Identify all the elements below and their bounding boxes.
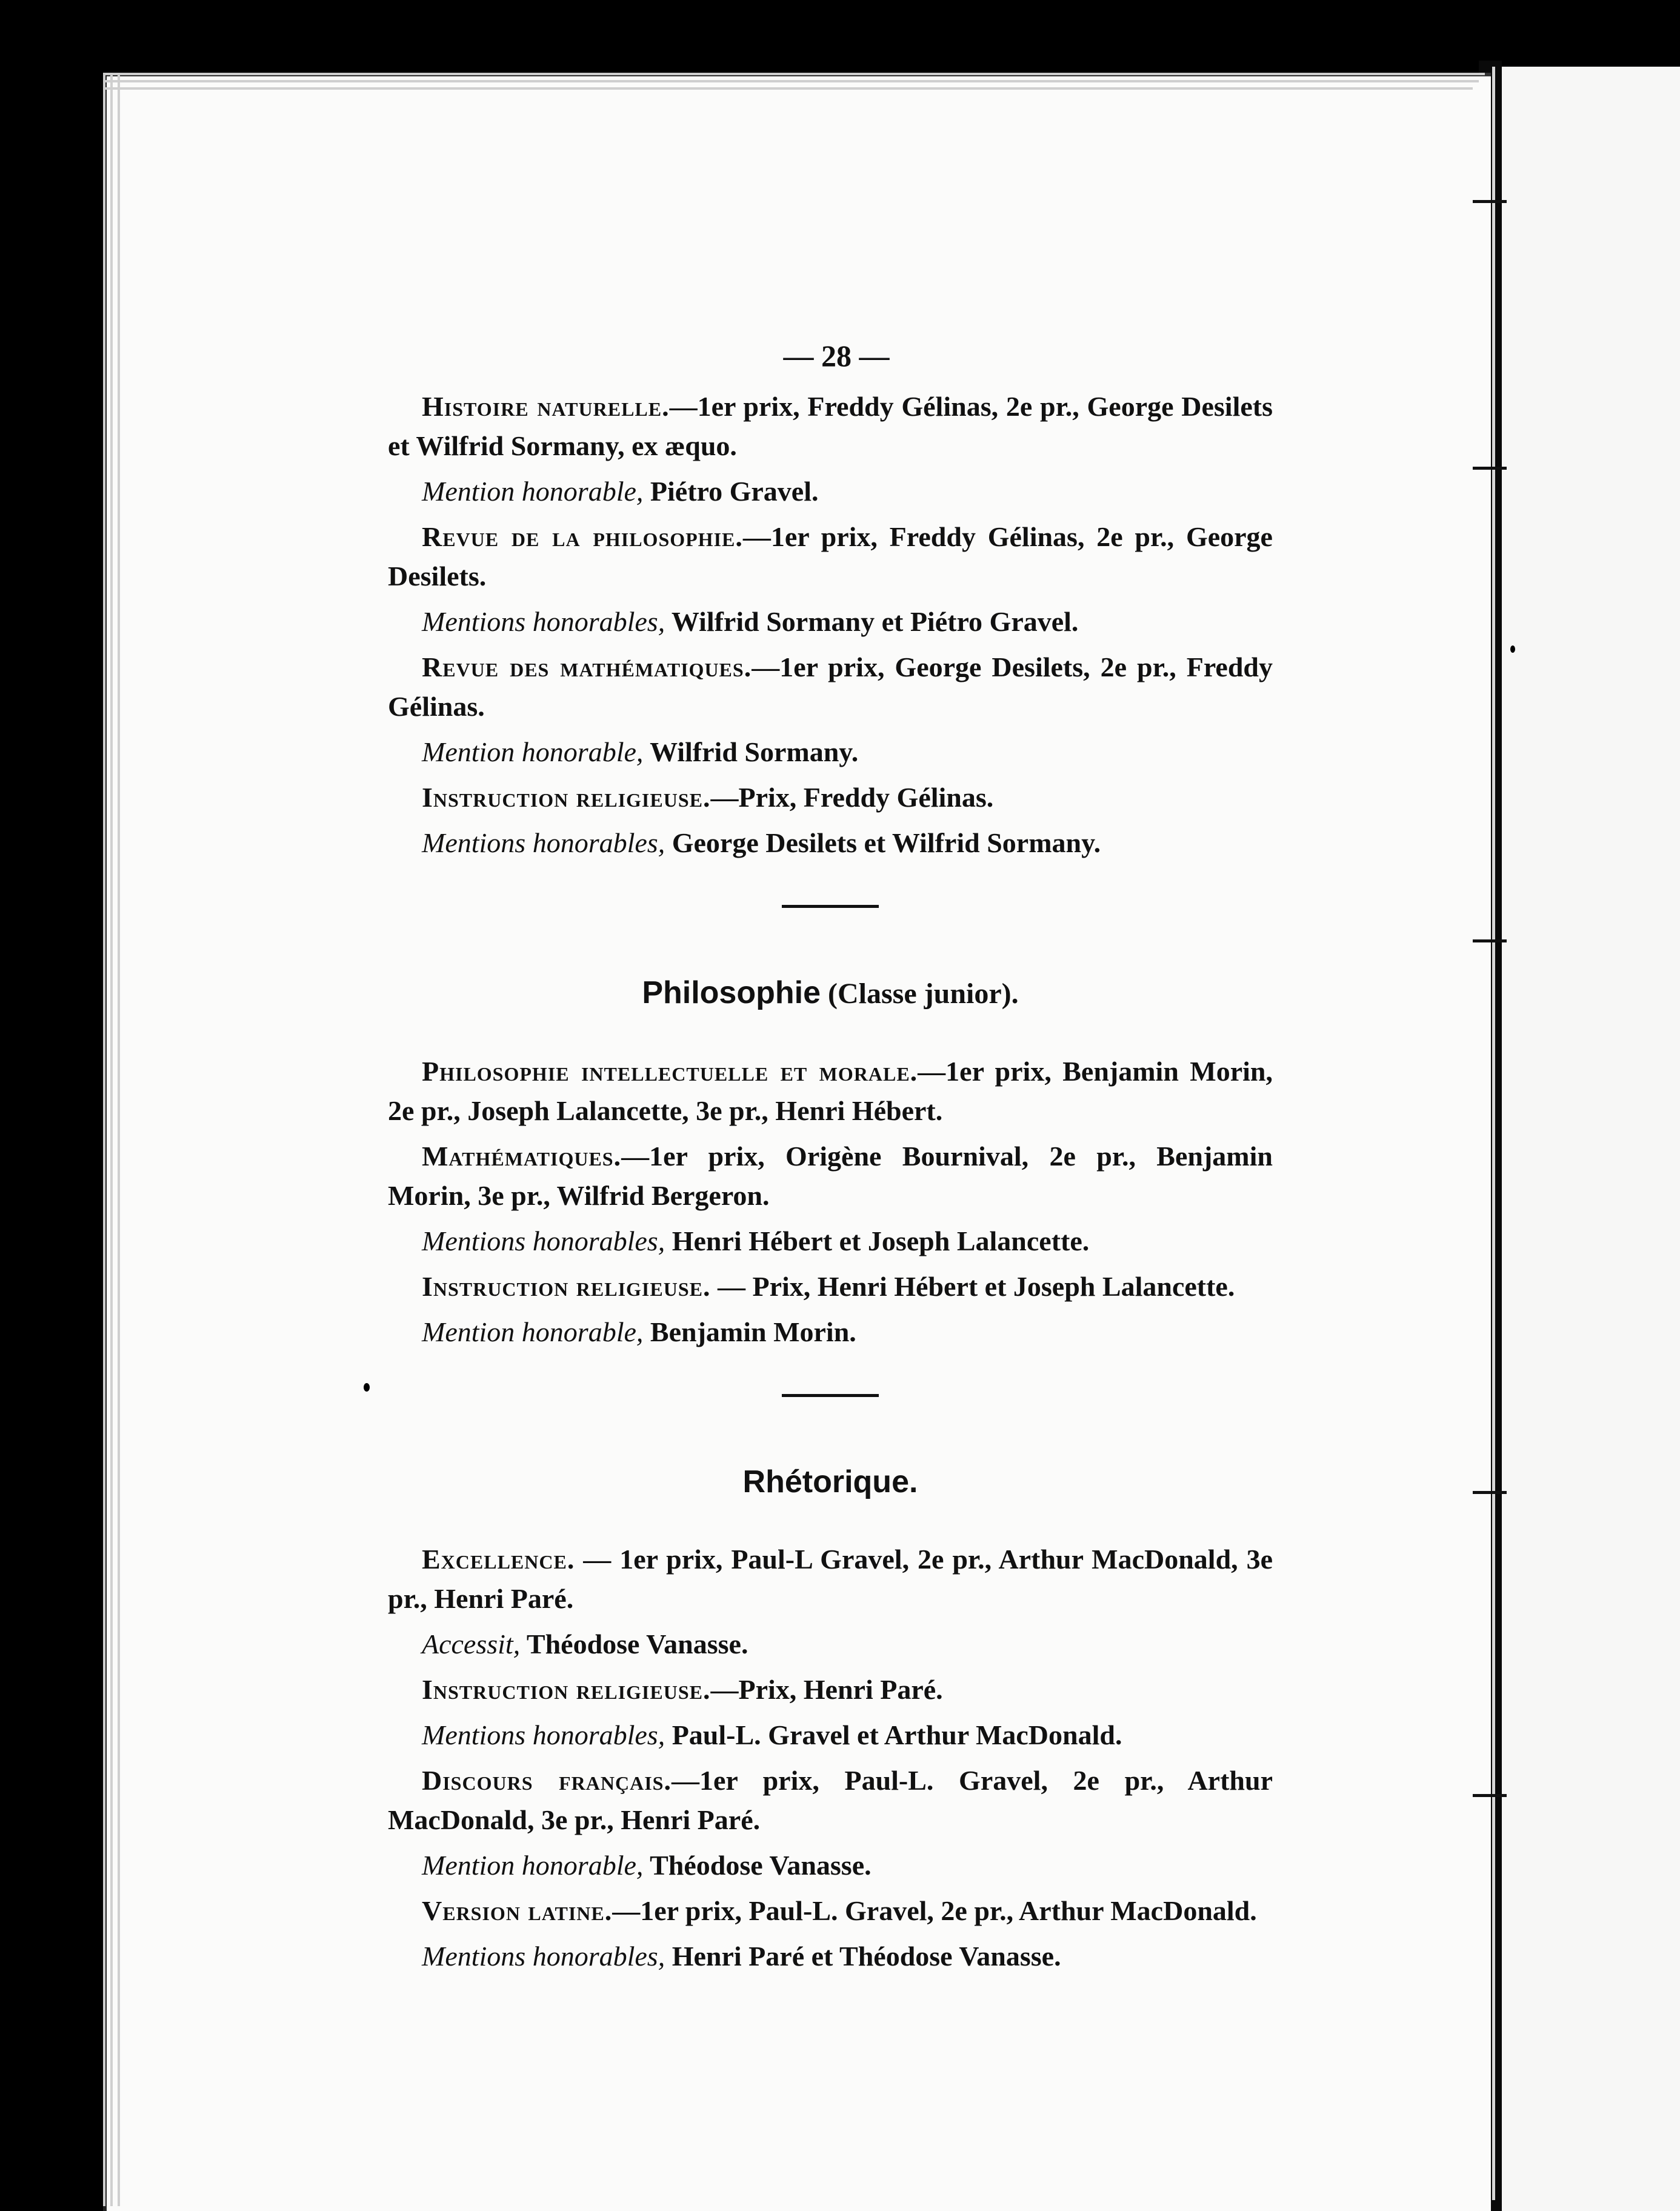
entry <box>388 1936 1273 1976</box>
entry-label: Instruction religieuse. <box>422 1271 711 1302</box>
entry <box>388 1624 1273 1664</box>
page-edge-line <box>103 73 105 2206</box>
page-edge-line <box>103 87 1473 90</box>
entry-label: Version latine. <box>422 1895 613 1926</box>
entry-italic: Mentions honorables, <box>422 827 665 858</box>
entry-text: — Prix, Henri Hébert et Joseph Lalancette. <box>710 1271 1235 1302</box>
entry-italic: Mentions honorables, <box>422 1226 665 1256</box>
facing-page-edge <box>1502 67 1680 2211</box>
entry <box>388 1761 1273 1839</box>
section-subtitle: (Classe junior). <box>821 978 1019 1010</box>
page-text <box>388 336 1273 1982</box>
entry-text: —1er prix, Paul-L. Gravel, 2e pr., Arthur MacDonald, 3e pr., Henri Paré. <box>388 1765 1273 1835</box>
entry-text: —1er prix, Freddy Gélinas, 2e pr., George Desilets. <box>388 521 1273 592</box>
entry <box>388 778 1273 817</box>
binding-thread <box>1473 1491 1507 1494</box>
entry <box>388 1052 1273 1130</box>
entry-text: —1er prix, Origène Bournival, 2e pr., Benjamin Morin, 3e pr., Wilfrid Bergeron. <box>388 1141 1273 1211</box>
page-edge-line <box>110 73 113 2206</box>
entry <box>388 1267 1273 1306</box>
section-title: Rhétorique. <box>742 1464 918 1499</box>
entry <box>388 1221 1273 1261</box>
entry-italic: Accessit, <box>422 1629 521 1659</box>
entry <box>388 732 1273 772</box>
entry-text: —1er prix, Freddy Gélinas, 2e pr., George Desilets et Wilfrid Sormany, ex æquo. <box>388 391 1273 461</box>
entry-text: —Prix, Henri Paré. <box>710 1674 943 1705</box>
binding-thread <box>1473 200 1507 203</box>
binding-thread <box>1473 1794 1507 1797</box>
page-edge-line <box>103 73 1485 75</box>
entry <box>388 1136 1273 1215</box>
entry-label: Discours français. <box>422 1765 672 1796</box>
entry-label: Revue de la philosophie. <box>422 521 743 552</box>
entry-text: Théodose Vanasse. <box>643 1850 872 1881</box>
entry-text: Piétro Gravel. <box>643 476 819 507</box>
entry-text: —Prix, Freddy Gélinas. <box>710 782 994 813</box>
entry <box>388 472 1273 511</box>
section-senior <box>388 387 1273 862</box>
entry <box>388 387 1273 465</box>
entry <box>388 1846 1273 1885</box>
entry-text: Paul-L. Gravel et Arthur MacDonald. <box>665 1719 1122 1750</box>
entry-text: Henri Hébert et Joseph Lalancette. <box>665 1226 1090 1256</box>
entry-text: Wilfrid Sormany et Piétro Gravel. <box>665 606 1079 637</box>
section-philosophie <box>388 972 1273 1352</box>
entry-italic: Mention honorable, <box>422 1850 644 1881</box>
section-title: Philosophie <box>642 975 821 1010</box>
entry-italic: Mentions honorables, <box>422 606 665 637</box>
entry-text: Théodose Vanasse. <box>520 1629 748 1659</box>
page-edge-line <box>103 80 1479 82</box>
scan-speck <box>1510 645 1515 653</box>
entry-italic: Mentions honorables, <box>422 1941 665 1972</box>
entry-italic: Mentions honorables, <box>422 1719 665 1750</box>
entry <box>388 1312 1273 1352</box>
entry-label: Instruction religieuse. <box>422 782 711 813</box>
entry-italic: Mention honorable, <box>422 476 644 507</box>
entry-label: Instruction religieuse. <box>422 1674 711 1705</box>
entry-text: —1er prix, George Desilets, 2e pr., Freddy Gélinas. <box>388 652 1273 722</box>
entry <box>388 1715 1273 1755</box>
entry-text: —1er prix, Paul-L. Gravel, 2e pr., Arthur MacDonald. <box>612 1895 1257 1926</box>
entry <box>388 1891 1273 1930</box>
binding-thread <box>1473 939 1507 942</box>
section-divider <box>782 1394 879 1397</box>
entry <box>388 823 1273 862</box>
entry <box>388 1539 1273 1618</box>
entry-text: George Desilets et Wilfrid Sormany. <box>665 827 1101 858</box>
entry-label: Revue des mathématiques. <box>422 652 752 682</box>
entry-label: Histoire naturelle. <box>422 391 670 422</box>
entry-label: Philosophie intellectuelle et morale. <box>422 1056 918 1087</box>
entry-text: Benjamin Morin. <box>643 1316 856 1347</box>
entry-text: Henri Paré et Théodose Vanasse. <box>665 1941 1061 1972</box>
entry-italic: Mention honorable, <box>422 1316 644 1347</box>
section-rhetorique <box>388 1461 1273 1976</box>
entry <box>388 517 1273 596</box>
entry <box>388 1670 1273 1709</box>
binding-thread <box>1473 467 1507 470</box>
section-divider <box>782 905 879 908</box>
entry-label: Excellence. <box>422 1544 575 1575</box>
entry-italic: Mention honorable, <box>422 736 644 767</box>
section-heading <box>388 972 1273 1015</box>
entry-label: Mathématiques. <box>422 1141 622 1172</box>
entry-text: —1er prix, Benjamin Morin, 2e pr., Joseph Lalancette, 3e pr., Henri Hébert. <box>388 1056 1273 1126</box>
page-edge-line <box>118 73 120 2206</box>
entry-text: Wilfrid Sormany. <box>643 736 859 767</box>
page-number: — 28 — <box>783 339 890 373</box>
binding-edge <box>1492 67 1495 2200</box>
scan-speck <box>364 1383 370 1392</box>
entry-text: — 1er prix, Paul-L Gravel, 2e pr., Arthur MacDonald, 3e pr., Henri Paré. <box>388 1544 1273 1614</box>
entry <box>388 647 1273 726</box>
section-heading <box>388 1461 1273 1503</box>
entry <box>388 602 1273 641</box>
